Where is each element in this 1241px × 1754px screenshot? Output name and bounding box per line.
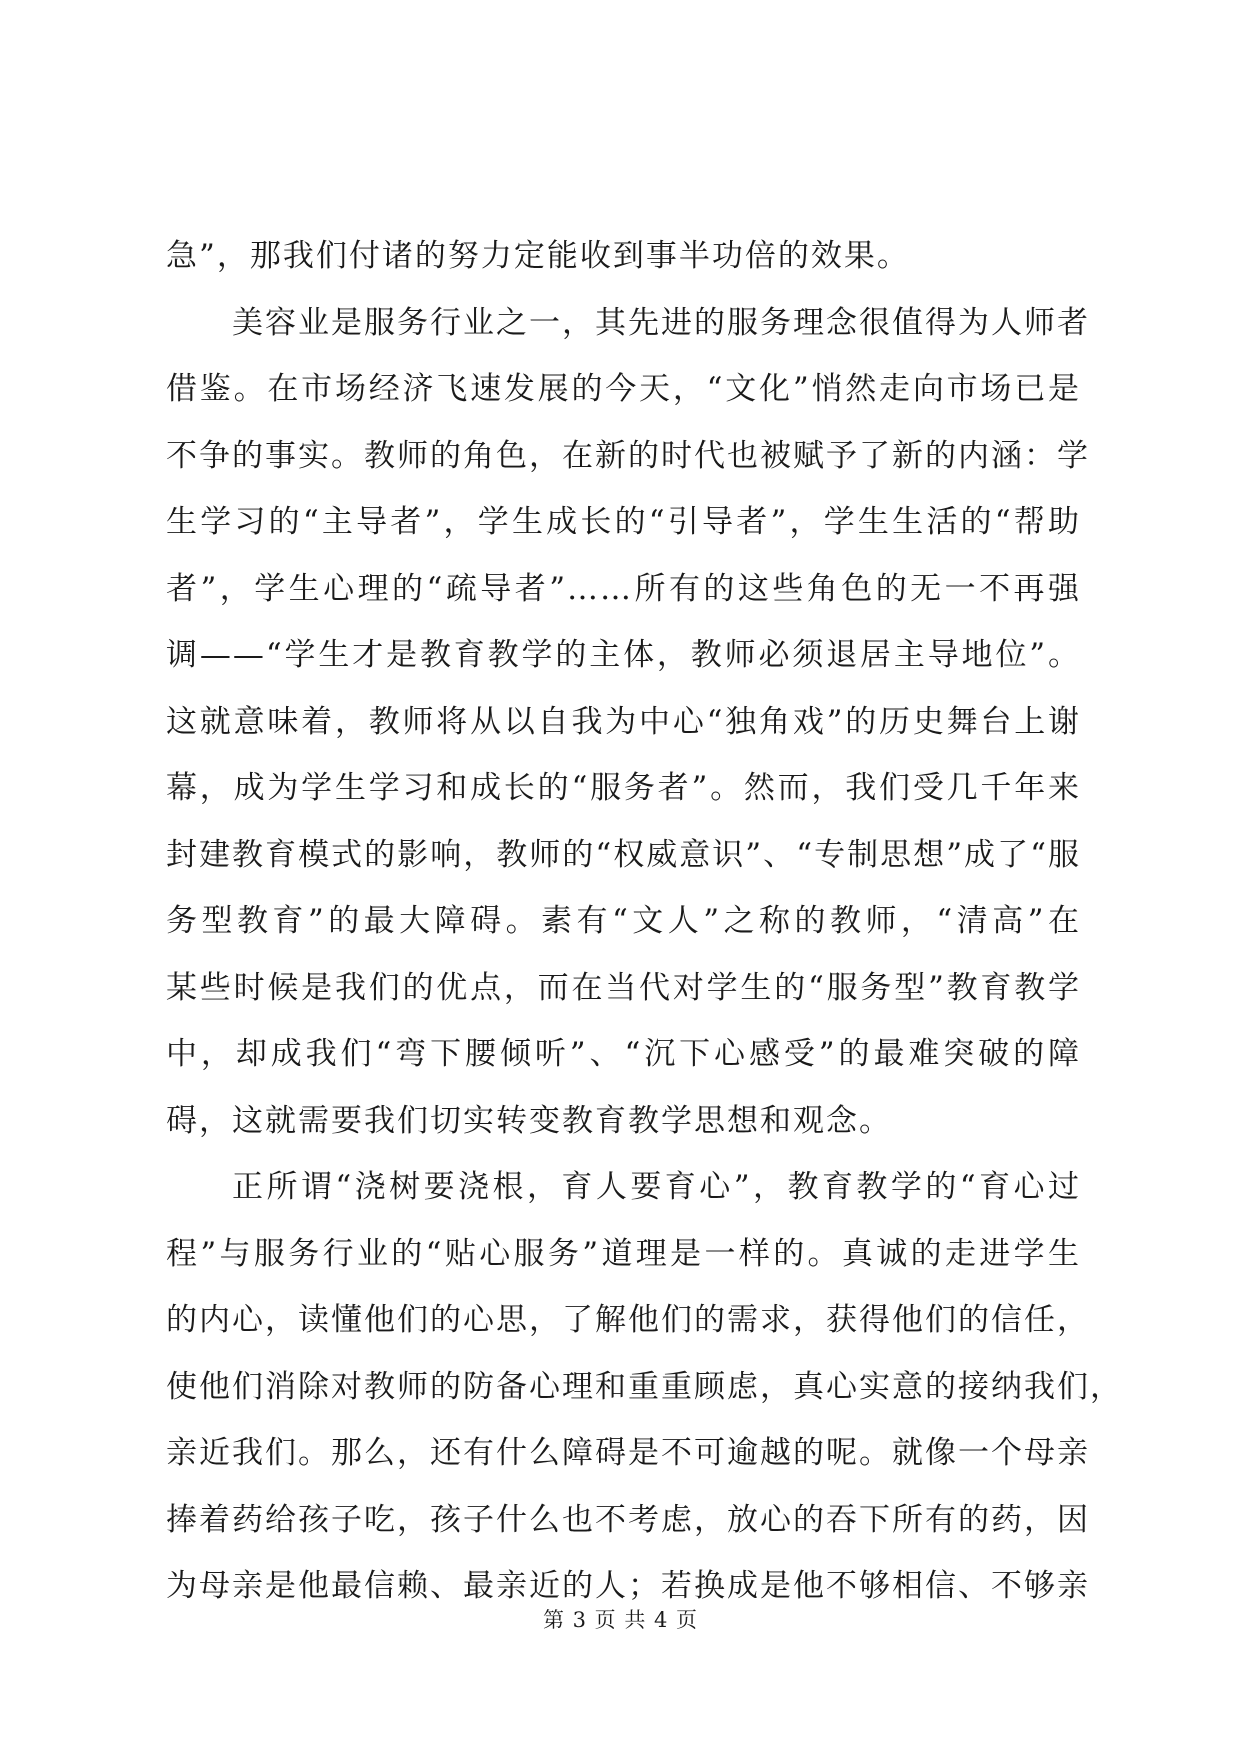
- paragraph-line: 正所谓“浇树要浇根，育人要育心”，教育教学的“育心过: [232, 1169, 1081, 1205]
- paragraph-line: 捧着药给孩子吃，孩子什么也不考虑，放心的吞下所有的药，因: [166, 1501, 1090, 1538]
- paragraph-line: 借鉴。在市场经济飞速发展的今天，“文化”悄然走向市场已是: [166, 371, 1081, 407]
- paragraph-line: 急”，那我们付诸的努力定能收到事半功倍的效果。: [166, 238, 910, 274]
- paragraph-line: 美容业是服务行业之一，其先进的服务理念很值得为人师者: [232, 304, 1090, 341]
- body-text: [166, 223, 1123, 1620]
- paragraph-line: 调——“学生才是教育教学的主体，教师必须退居主导地位”。: [166, 637, 1081, 673]
- paragraph-line: 的内心，读懂他们的心思，了解他们的需求，获得他们的信任，: [166, 1302, 1090, 1338]
- page-number-footer: 第 3 页 共 4 页: [542, 1608, 699, 1632]
- paragraph-line: 幕，成为学生学习和成长的“服务者”。然而，我们受几千年来: [166, 770, 1081, 806]
- paragraph-line: 碍，这就需要我们切实转变教育教学思想和观念。: [166, 1102, 892, 1139]
- paragraph-line: 者”，学生心理的“疏导者”……所有的这些角色的无一不再强: [166, 570, 1081, 607]
- paragraph-line: 封建教育模式的影响，教师的“权威意识”、“专制思想”成了“服: [166, 836, 1081, 873]
- paragraph-line: 务型教育”的最大障碍。素有“文人”之称的教师，“清高”在: [166, 903, 1081, 939]
- paragraph-line: 中，却成我们“弯下腰倾听”、“沉下心感受”的最难突破的障: [166, 1036, 1081, 1072]
- paragraph-line: 为母亲是他最信赖、最亲近的人；若换成是他不够相信、不够亲: [166, 1568, 1090, 1604]
- paragraph-line: 这就意味着，教师将从以自我为中心“独角戏”的历史舞台上谢: [166, 703, 1081, 740]
- paragraph-line: 生学习的“主导者”，学生成长的“引导者”，学生生活的“帮助: [166, 504, 1081, 540]
- paragraph-line: 程”与服务行业的“贴心服务”道理是一样的。真诚的走进学生: [166, 1235, 1081, 1272]
- paragraph-line: 某些时候是我们的优点，而在当代对学生的“服务型”教育教学: [166, 969, 1081, 1006]
- paragraph-line: 不争的事实。教师的角色，在新的时代也被赋予了新的内涵：学: [166, 437, 1090, 474]
- paragraph-line: 使他们消除对教师的防备心理和重重顾虑，真心实意的接纳我们，: [166, 1368, 1123, 1405]
- paragraph-line: 亲近我们。那么，还有什么障碍是不可逾越的呢。就像一个母亲: [166, 1435, 1090, 1471]
